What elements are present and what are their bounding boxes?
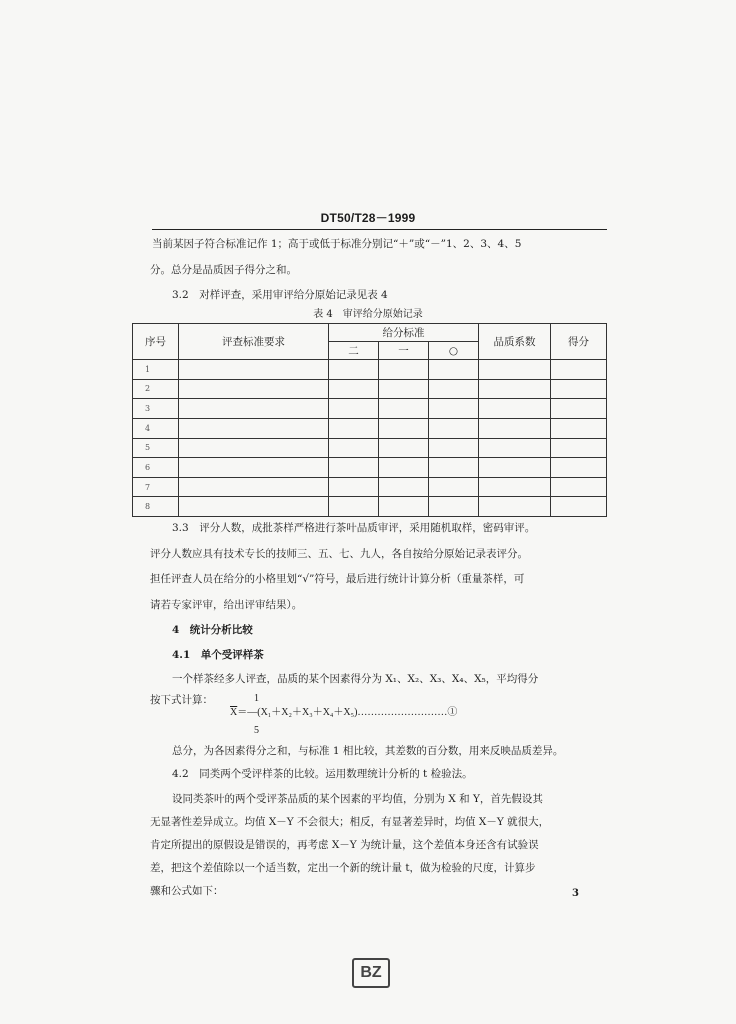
mean-formula (230, 693, 458, 736)
section-4-2-line-3: 肯定所提出的原假设是错误的，再考虑 X－Y 为统计量，这个差值本身还含有试验误 (150, 839, 539, 851)
section-3-3-line-3: 担任评查人员在给分的小格里划“√”符号，最后进行统计计算分析（重量茶样，可 (150, 573, 525, 585)
formula-numerator: 1 (254, 693, 259, 704)
formula-body: ＝—(X₁＋X₂＋X₃＋X₄＋X₅)………………………① (237, 707, 458, 718)
row-number: 3 (133, 399, 179, 419)
row-number: 7 (133, 477, 179, 497)
heading-4: 4 统计分析比较 (172, 624, 253, 636)
header-rule (152, 229, 607, 230)
scoring-record-table (132, 323, 607, 517)
table-row (133, 379, 607, 399)
table-row (133, 438, 607, 458)
section-3-3-line-4: 请若专家评审，给出评审结果）。 (150, 599, 303, 611)
section-4-1-line-3: 总分，为各因素得分之和，与标准 1 相比较，其差数的百分数，用来反映品质差异。 (172, 745, 564, 757)
section-4-1-line-2: 按下式计算： (150, 694, 213, 706)
heading-4-1: 4.1 单个受评样茶 (172, 649, 264, 661)
heading-4-2: 4.2 同类两个受评样茶的比较。运用数理统计分析的 t 检验法。 (172, 768, 473, 780)
row-number: 8 (133, 497, 179, 517)
formula-lhs: $\overline{X}$ (230, 707, 238, 718)
paragraph-line: 分。总分是品质因子得分之和。 (150, 264, 297, 276)
header-quality-coefficient: 品质系数 (479, 324, 551, 360)
header-requirement: 评查标准要求 (179, 324, 329, 360)
section-3-3-line-1: 3.3 评分人数，成批茶样严格进行茶叶品质审评，采用随机取样，密码审评。 (172, 522, 536, 534)
row-number: 4 (133, 418, 179, 438)
section-4-2-line-2: 无显著性差异成立。均值 X－Y 不会很大；相反，有显著差异时，均值 X－Y 就很大， (150, 816, 550, 828)
row-number: 2 (133, 379, 179, 399)
section-4-1-line-1: 一个样茶经多人评查，品质的某个因素得分为 X₁、X₂、X₃、X₄、X₅，平均得分 (172, 673, 539, 685)
header-sub-zero: ○ (429, 342, 479, 360)
section-4-2-line-5: 骤和公式如下： (150, 885, 224, 897)
header-seq: 序号 (133, 324, 179, 360)
page-header: DT50/T28－1999 (320, 211, 416, 225)
section-4-2-line-4: 差，把这个差值除以一个适当数，定出一个新的统计量 t，做为检验的尺度，计算步 (150, 862, 536, 874)
row-number: 5 (133, 438, 179, 458)
formula-denominator: 5 (254, 725, 259, 736)
page-number: 3 (572, 888, 579, 899)
table-row (133, 418, 607, 438)
row-number: 1 (133, 360, 179, 380)
table-row (133, 458, 607, 478)
row-number: 6 (133, 458, 179, 478)
section-4-2-line-1: 设同类茶叶的两个受评茶品质的某个因素的平均值，分别为 X 和 Y，首先假设其 (172, 793, 543, 805)
header-sub-two: 二 (329, 342, 379, 360)
header-scoring-standard: 给分标准 (329, 324, 479, 342)
table-row (133, 497, 607, 517)
bz-logo: BZ (352, 958, 390, 988)
table-row (133, 360, 607, 380)
table-row (133, 477, 607, 497)
header-score: 得分 (551, 324, 607, 360)
section-3-3-line-2: 评分人数应具有技术专长的技师三、五、七、九人，各自按给分原始记录表评分。 (150, 548, 528, 560)
paragraph-line: 当前某因子符合标准记作 1；高于或低于标准分别记“＋”或“－”1、2、3、4、5 (152, 238, 522, 250)
section-3-2: 3.2 对样评查，采用审评给分原始记录见表 4 (172, 289, 388, 301)
header-sub-one: 一 (379, 342, 429, 360)
table-row (133, 399, 607, 419)
table-caption: 表 4 审评给分原始记录 (313, 309, 423, 320)
